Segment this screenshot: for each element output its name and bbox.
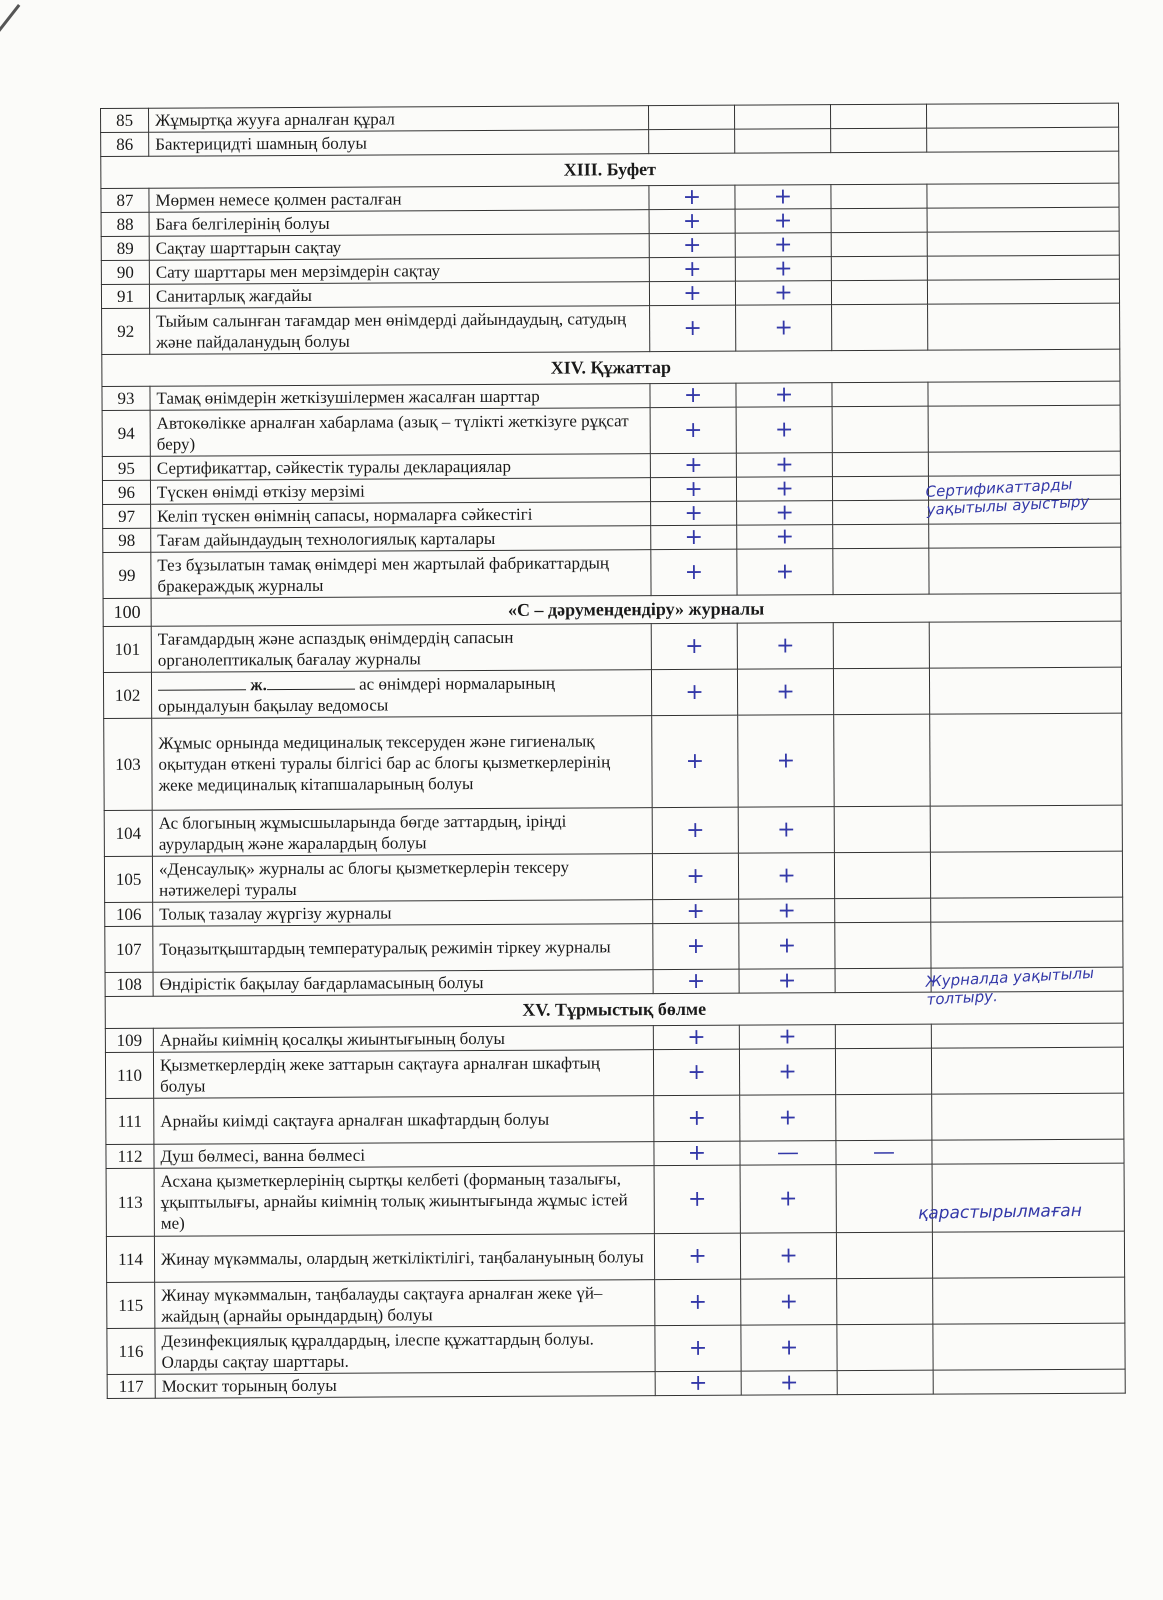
row-number: 116 [107,1328,155,1374]
mark-cell-2: + [738,853,834,900]
mark-cell-3 [831,208,927,233]
remark-cell [928,303,1120,350]
mark-cell-1: + [649,233,735,257]
row-number: 86 [101,132,149,156]
remark-cell [927,207,1119,232]
mark-cell-3 [835,1048,931,1095]
row-text: Келіп түскен өнімнің сапасы, нормаларға сәйкестігі [151,502,651,529]
mark-cell-2: + [736,383,832,408]
mark-cell-1: + [649,257,735,281]
table-row [103,667,1121,718]
row-number: 108 [105,972,153,996]
mark-cell-2: + [741,1371,837,1396]
table-row [105,921,1123,972]
mark-cell-2: + [739,923,835,970]
mark-cell-3 [836,1232,932,1279]
row-number: 93 [102,386,150,410]
row-number: 92 [102,308,150,354]
mark-cell-3 [831,184,927,209]
mark-cell-1: + [654,1095,740,1141]
row-number: 89 [101,236,149,260]
row-text: Тағамдардың және аспаздық өнімдердің сапасын органолептикалық бағалау журналы [151,624,651,673]
mark-cell-2: + [737,623,833,670]
remark-cell [929,621,1121,668]
remark-cell [928,405,1120,452]
mark-cell-1 [649,129,735,153]
remark-cell [932,1139,1124,1164]
row-number: 115 [107,1282,155,1328]
row-text: Ас блогының жұмысшыларында бөгде заттардың, іріңді аурулардың және жаралардың болуы [152,808,652,857]
row-text: Тоңазытқыштардың температуралық режимін тіркеу журналы [153,924,653,973]
mark-cell-2: + [735,209,831,234]
row-text: Тағам дайындаудың технологиялық карталары [151,526,651,553]
mark-cell-3 [831,232,927,257]
row-number: 106 [105,902,153,926]
row-text: Сақтау шарттарын сақтау [149,234,649,261]
row-number: 87 [101,188,149,212]
remark-cell [926,103,1118,128]
row-text: Қызметкерлердің жеке заттарын сақтауға арналған шкафтың болуы [153,1050,653,1099]
mark-cell-3 [837,1324,933,1371]
table-row [102,303,1120,354]
mark-cell-1: + [650,453,736,477]
table-row [107,1323,1125,1374]
row-number: 104 [104,810,152,856]
mark-cell-1: + [651,501,737,525]
mark-cell-2 [735,129,831,154]
remark-cell [931,921,1123,968]
mark-cell-2: + [738,807,834,854]
remark-cell [927,279,1119,304]
mark-cell-1: + [655,1279,741,1325]
mark-cell-2: + [739,1025,835,1050]
mark-cell-3 [830,104,926,129]
remark-cell [930,713,1122,806]
mark-cell-2: + [735,257,831,282]
mark-cell-2: + [738,715,834,808]
mark-cell-1: + [654,1165,740,1233]
table-row [105,1047,1123,1098]
row-number: 90 [101,260,149,284]
remark-cell [932,1093,1124,1140]
mark-cell-2: + [739,899,835,924]
handwritten-note-certificates: Сертификаттарды уақытылы ауыстыру [925,475,1090,519]
remark-cell [933,1277,1125,1324]
mark-cell-1: + [654,1233,740,1279]
row-text: Бактерицидті шамның болуы [149,130,649,157]
mark-cell-2: + [736,407,832,454]
handwritten-note-shower: қарастырылмаған [917,1200,1083,1224]
row-number: 114 [106,1236,154,1282]
row-text: Дезинфекциялық құралдардың, ілеспе құжаттардың болуы. Оларды сақтау шарттары. [155,1326,655,1375]
remark-cell [933,1369,1125,1394]
mark-cell-2: + [736,477,832,502]
mark-cell-1: + [652,715,738,807]
row-text-suffix: ас өнімдері нормаларының орындалуын бақылау ведомосы [158,673,555,716]
row-number: 95 [102,456,150,480]
remark-cell [928,451,1120,476]
table-row [104,713,1122,810]
mark-cell-2: + [737,501,833,526]
mark-cell-1: + [650,477,736,501]
row-text: Тыйым салынған тағамдар мен өнімдерді дайындаудың, сатудың және пайдаланудың болуы [150,306,650,355]
mark-cell-2: + [735,185,831,210]
remark-cell [927,231,1119,256]
mark-cell-3 [832,476,928,501]
mark-cell-3 [835,922,931,969]
row-number: 111 [106,1098,154,1144]
remark-cell [931,897,1123,922]
mark-cell-2: + [741,1279,837,1326]
row-number: 117 [107,1374,155,1398]
row-text: Жинау мүкәммалы, олардың жеткіліктілігі, таңбалануының болуы [154,1234,654,1283]
row-text: Сертификаттар, сәйкестік туралы декларациялар [150,454,650,481]
blank-underline [267,674,355,689]
row-text: Баға белгілерінің болуы [149,210,649,237]
row-text: Жұмыртқа жууға арналған құрал [149,106,649,133]
row-number: 99 [103,552,151,598]
remark-cell [930,851,1122,898]
mark-cell-2 [734,105,830,130]
mark-cell-2: + [739,969,835,994]
row-text: Мөрмен немесе қолмен расталған [149,186,649,213]
row-text: Түскен өнімді өткізу мерзімі [150,478,650,505]
mark-cell-3 [833,548,929,595]
row-text: Тез бұзылатын тамақ өнімдері мен жартылай фабрикаттардың бракераждық журналы [151,550,651,599]
mark-cell-1 [648,105,734,129]
row-number: 112 [106,1144,154,1168]
section-title: XIII. Буфет [101,151,1119,188]
section-title: XV. Тұрмыстық бөлме [105,991,1123,1028]
mark-cell-3: — [836,1140,932,1165]
mark-cell-3 [833,622,929,669]
mark-cell-2: + [735,233,831,258]
mark-cell-2: — [740,1141,836,1166]
section-row [102,349,1120,386]
mark-cell-2: + [740,1165,836,1234]
mark-cell-2: + [736,453,832,478]
row-number: 107 [105,926,153,972]
mark-cell-3 [832,452,928,477]
scan-edge-mark [0,4,20,156]
mark-cell-1: + [652,807,738,853]
table-row [106,1163,1124,1236]
row-number: 109 [105,1028,153,1052]
mark-cell-1: + [653,899,739,923]
mark-cell-3 [831,256,927,281]
mark-cell-2: + [736,305,832,352]
row-number: 94 [102,410,150,456]
mark-cell-2: + [737,549,833,596]
remark-cell [930,805,1122,852]
mark-cell-3 [834,714,930,807]
row-number: 88 [101,212,149,236]
mark-cell-3 [834,806,930,853]
mark-cell-1: + [650,407,736,453]
remark-cell [933,1323,1125,1370]
mark-cell-1: + [653,923,739,969]
row-text-prefix: ж. [250,674,267,694]
row-number: 100 [103,598,151,626]
mark-cell-3 [837,1278,933,1325]
row-text: Душ бөлмесі, ванна бөлмесі [154,1142,654,1169]
table-row [104,851,1122,902]
mark-cell-1: + [650,305,736,351]
row-text: «Денсаулық» журналы ас блогы қызметкерлерін тексеру нәтижелері туралы [152,854,652,903]
table-row [104,805,1122,856]
remark-cell [931,1047,1123,1094]
remark-cell [927,127,1119,152]
mark-cell-3 [832,406,928,453]
row-text: Автокөлікке арналған хабарлама (азық – түлікті жеткізуге рұқсат беру) [150,408,650,457]
mark-cell-1: + [654,1141,740,1165]
mark-cell-2: + [737,669,833,716]
mark-cell-2: + [740,1233,836,1280]
handwritten-note-journals: Журналда уақытылы толтыру. [925,963,1095,1009]
mark-cell-3 [835,898,931,923]
mark-cell-3 [835,1024,931,1049]
row-text: Арнайы киімнің қосалқы жиынтығының болуы [153,1026,653,1053]
section-title: XIV. Құжаттар [102,349,1120,386]
row-number: 113 [106,1168,154,1236]
mark-cell-3 [833,668,929,715]
mark-cell-1: + [655,1325,741,1371]
mark-cell-1: + [650,383,736,407]
mark-cell-1: + [653,1049,739,1095]
row-number: 91 [101,284,149,308]
row-number: 85 [101,108,149,132]
remark-cell [931,1023,1123,1048]
section-title: «С – дәрумендендіру» журналы [151,593,1121,626]
remark-cell [927,255,1119,280]
mark-cell-2: + [737,525,833,550]
row-number: 110 [105,1052,153,1098]
mark-cell-3 [831,280,927,305]
section-row [101,151,1119,188]
row-text: Арнайы киімді сақтауға арналған шкафтардың болуы [154,1096,654,1145]
row-number: 102 [103,672,151,718]
table-row [106,1231,1124,1282]
mark-cell-3 [834,852,930,899]
remark-cell [928,381,1120,406]
row-text: Санитарлық жағдайы [149,282,649,309]
row-text: Толық тазалау жүргізу журналы [153,900,653,927]
remark-cell [929,547,1121,594]
table-row [102,405,1120,456]
mark-cell-3 [837,1370,933,1395]
mark-cell-1: + [652,853,738,899]
mark-cell-2: + [741,1325,837,1372]
mark-cell-2: + [735,281,831,306]
table-row [107,1277,1125,1328]
row-text: Москит торының болуы [155,1372,655,1399]
blank-underline [158,675,246,690]
table-row [107,1369,1125,1398]
mark-cell-3 [832,304,928,351]
mark-cell-1: + [651,623,737,669]
mark-cell-1: + [653,969,739,993]
mark-cell-3 [831,128,927,153]
row-number: 103 [104,718,152,810]
row-number: 97 [103,504,151,528]
mark-cell-1: + [651,549,737,595]
mark-cell-3 [832,382,928,407]
mark-cell-1: + [649,185,735,209]
mark-cell-1: + [649,281,735,305]
mark-cell-2: + [740,1095,836,1142]
table-row [106,1093,1124,1144]
row-text: Өндірістік бақылау бағдарламасының болуы [153,970,653,997]
mark-cell-2: + [739,1049,835,1096]
mark-cell-3 [835,968,931,993]
mark-cell-3 [833,500,929,525]
row-text: Тамақ өнімдерін жеткізушілермен жасалған шарттар [150,384,650,411]
row-number: 96 [102,480,150,504]
row-text [151,670,651,719]
mark-cell-1: + [653,1025,739,1049]
mark-cell-1: + [651,525,737,549]
remark-cell [932,1231,1124,1278]
row-text: Асхана қызметкерлерінің сыртқы келбеті (форманың тазалығы, ұқыптылығы, арнайы киімнің толық жиынтығында жұмыс істей ме) [154,1166,654,1237]
mark-cell-1: + [649,209,735,233]
row-number: 98 [103,528,151,552]
row-text: Жұмыс орнында медициналық тексеруден және гигиеналық оқытудан өткені туралы білгісі бар ас блогы қызметкерлерінің жеке медициналық кітапшаларының болуы [152,716,652,811]
table-row [103,621,1121,672]
remark-cell [929,667,1121,714]
row-number: 105 [104,856,152,902]
mark-cell-3 [836,1094,932,1141]
row-text: Жинау мүкәммалын, таңбалауды сақтауға арналған жеке үй–жайдың (арнайы орындардың) болуы [155,1280,655,1329]
row-text: Сату шарттары мен мерзімдерін сақтау [149,258,649,285]
table-row [103,547,1121,598]
remark-cell [927,183,1119,208]
row-number: 101 [103,626,151,672]
mark-cell-3 [833,524,929,549]
mark-cell-1: + [655,1371,741,1395]
mark-cell-1: + [651,669,737,715]
remark-cell [929,523,1121,548]
